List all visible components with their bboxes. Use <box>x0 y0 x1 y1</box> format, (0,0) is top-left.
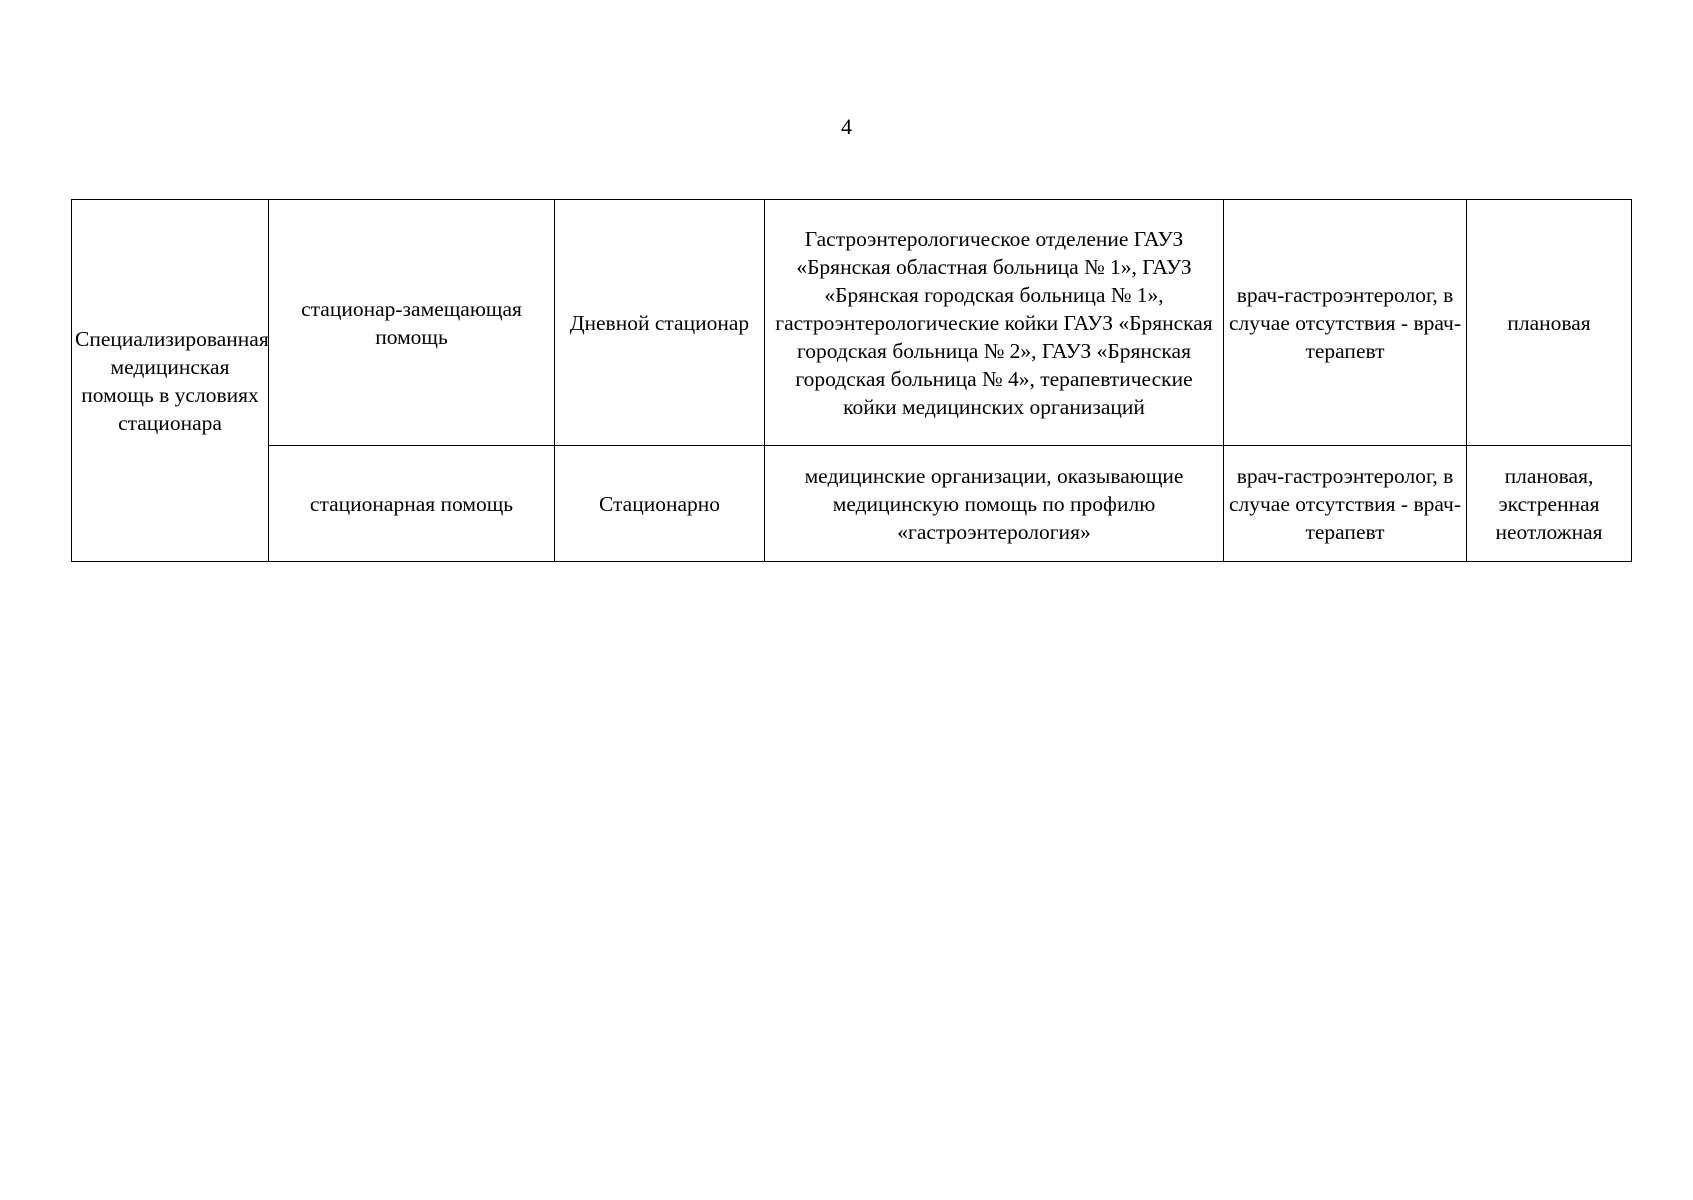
care-type: стационарная помощь <box>309 491 514 516</box>
organizations-cell <box>765 200 1224 446</box>
organizations: Гастроэнтерологическое отделение ГАУЗ «Брянская областная больница № 1», ГАУЗ «Брянская городская больница № 1», гастроэнтерологические койки ГАУЗ «Брянская городская больница № 2», ГАУЗ «Брянская городская больница № 4», терапевтические койки медицинских организаций <box>775 226 1213 419</box>
care-type: стационар-замещающая помощь <box>301 296 522 349</box>
care-category-cell <box>72 200 269 562</box>
care-condition-cell <box>555 200 765 446</box>
organizations-cell <box>765 446 1224 562</box>
specialist: врач-гастроэнтеролог, в случае отсутствия - врач-терапевт <box>1228 282 1462 363</box>
care-type-cell <box>269 446 555 562</box>
care-type-cell <box>269 200 555 446</box>
table-row <box>72 200 1632 446</box>
specialist-cell <box>1224 446 1467 562</box>
specialist: врач-гастроэнтеролог, в случае отсутствия - врач-терапевт <box>1228 463 1462 544</box>
page-number: 4 <box>841 114 852 139</box>
care-condition: Дневной стационар <box>569 310 750 335</box>
care-condition-cell <box>555 446 765 562</box>
care-form-cell <box>1467 200 1632 446</box>
care-form-cell <box>1467 446 1632 562</box>
care-condition: Стационарно <box>598 491 721 516</box>
care-form: плановая, экстренная неотложная <box>1495 463 1603 544</box>
care-category: Специализированная медицинская помощь в условиях стационара <box>75 326 269 435</box>
organizations: медицинские организации, оказывающие медицинскую помощь по профилю «гастроэнтерология» <box>804 463 1184 544</box>
care-form: плановая <box>1507 310 1591 335</box>
table-row <box>72 446 1632 562</box>
specialist-cell <box>1224 200 1467 446</box>
care-table <box>71 199 1632 562</box>
